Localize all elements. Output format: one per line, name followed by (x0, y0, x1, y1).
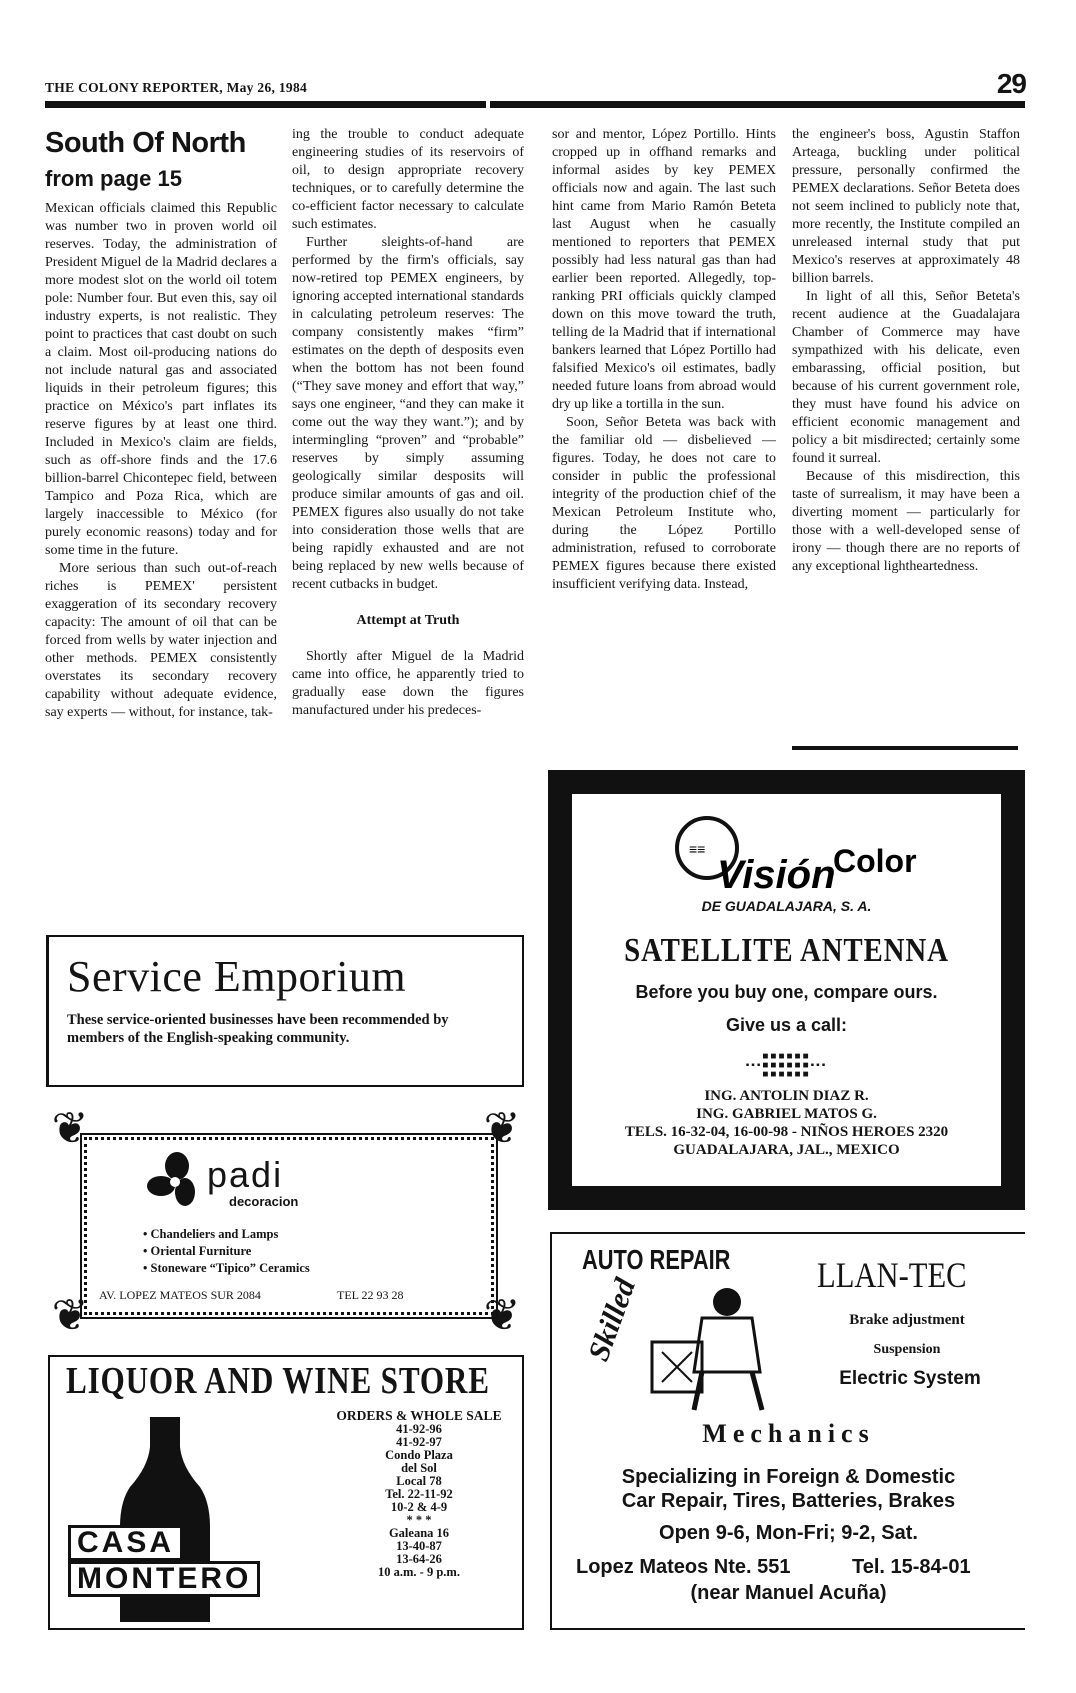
paragraph: More serious than such out-of-reach riches is PEMEX' persistent exaggeration of its secondary recovery capacity: The amount of oil that can be forced from wells by water injection and other methods. PEMEX consistently overstates its secondary recovery capability without adequate evidence, say experts — without, for instance, tak- (45, 561, 277, 720)
auto-line-1: Specializing in Foreign & Domestic (621, 1466, 956, 1488)
auto-line-2: Car Repair, Tires, Batteries, Brakes (621, 1490, 956, 1512)
article-title: South Of North (45, 127, 246, 159)
liquor-info-line: Tel. 22-11-92 (385, 1487, 453, 1501)
ornament-corner-icon: ❦ (483, 1291, 521, 1340)
ornament-corner-icon: ❦ (483, 1104, 521, 1153)
liquor-info-line: Local 78 (396, 1474, 442, 1488)
liquor-info-line: 41-92-96 (396, 1422, 442, 1436)
visiocolor-subtitle: DE GUADALAJARA, S. A. (701, 898, 872, 914)
header-rule (45, 101, 1025, 108)
dot-ornament-icon: ■■■■■■ ▪▪▪■■■■■■▪▪▪ ■■■■■■ (745, 1051, 828, 1080)
ad-visiocolor (548, 770, 1025, 1210)
auto-near: (near Manuel Acuña) (690, 1582, 887, 1604)
llan-tec-brand: LLAN-TEC (817, 1255, 967, 1295)
mechanics-heading: Mechanics (702, 1419, 875, 1448)
visiocolor-line-1: Before you buy one, compare ours. (635, 982, 938, 1002)
masthead: THE COLONY REPORTER, May 26, 1984 (45, 80, 308, 95)
liquor-info-line: 13-40-87 (396, 1539, 442, 1553)
liquor-brand (68, 1525, 260, 1597)
page-number: 29 (996, 68, 1026, 99)
auto-repair-title: AUTO REPAIR (582, 1244, 731, 1275)
padi-items (143, 1226, 310, 1277)
liquor-info-line: 10-2 & 4-9 (390, 1500, 448, 1514)
paragraph: ing the trouble to conduct adequate engineering studies of its reservoirs of oil, to design appropriate recovery techniques, or to carefully determine the co-efficient factor necessary to calculate such estimates. (292, 127, 524, 232)
article-column-4 (792, 126, 1020, 746)
article-column-1 (45, 126, 277, 926)
article-column-2 (292, 126, 524, 926)
ornament-corner-icon: ❦ (51, 1291, 89, 1340)
tv-circle-logo-icon (637, 814, 937, 894)
padi-address: AV. LOPEZ MATEOS SUR 2084 (99, 1288, 261, 1302)
liquor-info-line: Galeana 16 (388, 1526, 450, 1540)
auto-address: Lopez Mateos Nte. 551 (576, 1556, 791, 1578)
padi-tel: TEL 22 93 28 (337, 1288, 404, 1302)
visiocolor-tels: TELS. 16-32-04, 16-00-98 - NIÑOS HEROES 2320 (624, 1124, 949, 1140)
liquor-info (334, 1409, 504, 1579)
paragraph: In light of all this, Señor Beteta's recent audience at the Guadalajara Chamber of Commerce may have sympathized with his delicate, even embarassing, official position, but because of his current government role, they must have found his advice on efficient economic management and policy a bit misdirected; certainly some found it surreal. (792, 289, 1020, 466)
liquor-info-line: 41-92-97 (396, 1435, 442, 1449)
service-emporium-description: These service-oriented businesses have been recommended by members of the English-speaking community. (67, 1012, 449, 1046)
paragraph: Soon, Señor Beteta was back with the familiar old — disbelieved — figures. Today, he does not care to consider in public the professional integrity of the production chief of the Mexican Petroleum Institute who, during the López Portillo administration, refused to corroborate PEMEX figures because there existed insufficient verifying data. Instead, (552, 415, 776, 592)
paragraph: sor and mentor, López Portillo. Hints cropped up in offhand remarks and informal asides by key PEMEX officials now and again. The last such hint came from Mario Ramón Beteta last August when he casually mentioned to reporters that PEMEX possibly had less natural gas than had earlier been reported. Allegedly, top-ranking PRI officials quickly clamped down on this move toward the truth, telling de la Madrid that if international bankers learned that López Portillo had falsified Mexico's oil estimates, badly needed future loans from abroad would dry up like a tortilla in the sun. (552, 127, 776, 412)
service-electric: Electric System (839, 1368, 981, 1389)
ad-liquor-store (48, 1355, 524, 1630)
svg-text:Color: Color (832, 843, 917, 879)
visiocolor-contact-2: ING. GABRIEL MATOS G. (696, 1106, 877, 1122)
paragraph: Shortly after Miguel de la Madrid came into office, he apparently tried to gradually ease down the figures manufactured under his predeces- (292, 649, 524, 718)
visiocolor-line-2: Give us a call: (725, 1015, 848, 1035)
visiocolor-contact-1: ING. ANTOLIN DIAZ R. (704, 1088, 869, 1104)
rule-gap (486, 99, 490, 110)
article-end-rule (792, 746, 1018, 750)
liquor-info-line: del Sol (401, 1461, 437, 1475)
mechanic-illustration-icon (632, 1282, 782, 1412)
subheading: Attempt at Truth (356, 613, 460, 628)
padi-brand-sub: decoracion (229, 1194, 299, 1209)
liquor-info-line: * * * (406, 1513, 432, 1527)
liquor-info-line: 10 a.m. - 9 p.m. (378, 1565, 460, 1579)
liquor-info-line: Condo Plaza (385, 1448, 453, 1462)
visiocolor-city: GUADALAJARA, JAL., MEXICO (673, 1142, 900, 1158)
skilled-script: Skilled (582, 1274, 643, 1366)
service-emporium-box (46, 935, 524, 1087)
svg-text:Visión: Visión (716, 853, 836, 894)
padi-item: • Stoneware “Tipico” Ceramics (143, 1260, 310, 1277)
ornament-corner-icon: ❦ (51, 1104, 89, 1153)
service-emporium-title: Service Emporium (67, 952, 407, 1001)
auto-tel: Tel. 15-84-01 (852, 1556, 971, 1578)
padi-brand: padi (207, 1154, 284, 1195)
padi-item: • Chandeliers and Lamps (143, 1226, 310, 1243)
paragraph: Mexican officials claimed this Republic was number two in proven world oil reserves. Today, the administration of President Miguel de la Madrid declares a more modest slot on the world oil totem pole: Number four. But even this, say oil industry experts, is not realistic. They point to practices that cast doubt on such a claim. Most oil-producing nations do not include natural gas and associated liquids in their petroleum figures; this practice on México's part inflates its reserve figures by at least one third. Included in Mexico's claim are fields, such as off-shore finds and the 17.6 billion-barrel Chicontepec field, between Tampico and Poza Rica, which are largely inaccessible to México (for purely economic reasons) today and for some time in the future. (45, 201, 277, 558)
brand-casa: CASA (68, 1525, 183, 1561)
liquor-info-line: ORDERS & WHOLE SALE (336, 1408, 502, 1423)
padi-frame (84, 1137, 494, 1315)
paragraph: the engineer's boss, Agustin Staffon Arteaga, buckling under political pressure, personally confirmed the PEMEX declarations. Señor Beteta does not seem inclined to publicly note that, more recently, the Institute compiled an unreleased internal study that put Mexico's reserves at approximately 48 billion barrels. (792, 127, 1020, 286)
ad-auto-repair (550, 1232, 1025, 1630)
ad-padi (46, 1105, 526, 1340)
paragraph: Further sleights-of-hand are performed by the firm's officials, say now-retired top PEMEX engineers, by ignoring accepted international standards in calculating petroleum reserves: The company consistently makes “firm” estimates on the depth of desposits even when the bottom has not been found (“They save money and effort that way,” says one engineer, “and they can make it come out the way they want.”); and by intermingling “proven” and “probable” reserves by simply assuming geologically similar desposits will produce similar amounts of gas and oil. PEMEX figures also usually do not take into consideration those wells that are being rapidly exhausted and are not being replaced by new wells because of recent cutbacks in budget. (292, 235, 524, 592)
paragraph: Because of this misdirection, this taste of surrealism, it may have been a diverting moment — particularly for those with a well-developed sense of irony — though there are no reports of any exceptional lightheartedness. (792, 469, 1020, 574)
visiocolor-logo (572, 814, 1001, 894)
continued-from: from page 15 (45, 166, 182, 191)
brand-montero: MONTERO (68, 1561, 260, 1597)
visiocolor-headline: SATELLITE ANTENNA (624, 932, 949, 969)
service-brake: Brake adjustment (849, 1312, 965, 1328)
svg-text:≡≡: ≡≡ (688, 841, 705, 857)
padi-item: • Oriental Furniture (143, 1243, 310, 1260)
auto-hours: Open 9-6, Mon-Fri; 9-2, Sat. (659, 1522, 918, 1544)
liquor-title: LIQUOR AND WINE STORE (66, 1360, 490, 1402)
liquor-info-line: 13-64-26 (396, 1552, 442, 1566)
flower-logo-icon (147, 1150, 207, 1210)
article-column-3 (552, 126, 776, 756)
service-suspension: Suspension (873, 1342, 941, 1357)
